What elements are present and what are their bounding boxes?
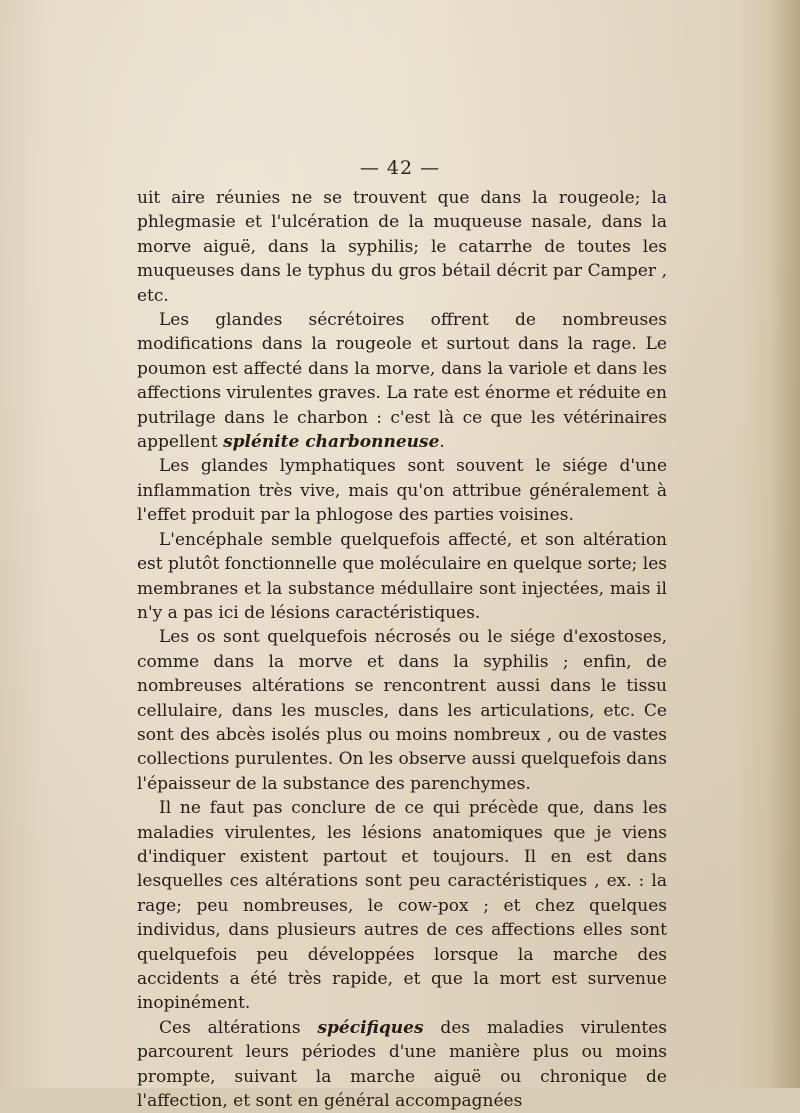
paragraph-7-end: des maladies virulentes parcourent leurs périodes d'une manière plus ou moins prompte, suivant la marche aiguë ou chronique de l'affection, et sont en général accompagnées [137,1017,667,1112]
paragraph-5: Les os sont quelquefois nécrosés ou le siége d'exostoses, comme dans la morve et dans la syphilis ; enfin, de nombreuses altérations se rencontrent aussi dans le tissu cellulaire, dans les muscles, dans les articulations, etc. Ce sont des abcès isolés plus ou moins nombreux , ou de vastes collections purulentes. On les observe aussi quelquefois dans l'épaisseur de la substance des parenchymes. [137,627,667,794]
paragraph-4: L'encéphale semble quelquefois affecté, et son altération est plutôt fonctionnelle que moléculaire en quelque sorte; les membranes et la substance médullaire sont injectées, mais il n'y a pas ici de lésions caractéristiques. [137,529,667,623]
emphasis-specifiques: spécifiques [317,1017,424,1038]
paragraph-6: Il ne faut pas conclure de ce qui précède que, dans les maladies virulentes, les lésions anatomiques que je viens d'indiquer existent partout et toujours. Il en est dans lesquelles ces altérations sont peu caractéristiques , ex. : la rage; peu nombreuses, le cow-pox ; et chez quelques individus, dans plusieurs autres de ces affections elles sont quelquefois peu développées lorsque la marche des accidents a été très rapide, et que la mort est survenue inopinément. [137,798,667,1014]
paragraph-2-text: Les glandes sécrétoires offrent de nombreuses modifications dans la rougeole et surtout dans la rage. Le poumon est affecté dans la morve, dans la variole et dans les affections virulentes graves. La rate est énorme et réduite en putrilage dans le charbon : c'est là ce que les vétérinaires appellent [137,310,667,453]
paragraph-3: Les glandes lymphatiques sont souvent le siége d'une inflammation très vive, mais qu'on attribue généralement à l'effet produit par la phlogose des parties voisines. [137,456,667,526]
paragraph-1: uit aire réunies ne se trouvent que dans la rougeole; la phlegmasie et l'ulcération de la muqueuse nasale, dans la morve aiguë, dans la syphilis; le catarrhe de toutes les muqueuses dans le typhus du gros bétail décrit par Camper , etc. [137,188,667,306]
emphasis-splenite-charbonneuse: splénite charbonneuse [223,432,440,453]
body-text [137,186,667,1113]
paragraph-2 [137,308,667,454]
page-number: — 42 — [359,157,441,179]
paragraph-7 [137,1016,667,1113]
paragraph-2-end: . [439,432,445,453]
paragraph-7-text: Ces altérations [159,1017,318,1038]
